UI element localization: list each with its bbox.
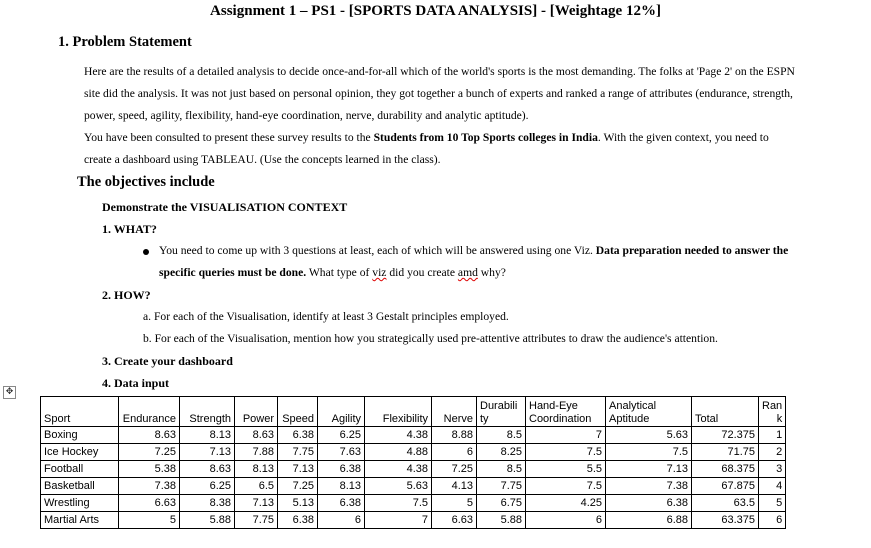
para1-line1: Here are the results of a detailed analysis to decide once-and-for-all which of the world's sports is the most demanding. The folks at 'Page 2' on the ESPN	[84, 65, 795, 78]
column-header: Power	[235, 397, 278, 427]
column-header: Durabili ty	[477, 397, 526, 427]
para2-line2: create a dashboard using TABLEAU. (Use the concepts learned in the class).	[84, 153, 441, 166]
bullet-dot	[143, 249, 149, 255]
table-row	[41, 495, 786, 512]
para1-line2: site did the analysis. It was not just based on personal opinion, they got together a bunch of experts and ranked a range of attributes (endurance, strength,	[84, 87, 793, 100]
table-cell: 7.5	[526, 444, 606, 461]
table-cell: 8.63	[235, 427, 278, 444]
sports-data-table	[40, 396, 786, 529]
table-cell: 7.5	[526, 478, 606, 495]
column-header: Endurance	[119, 397, 180, 427]
table-cell: 6.38	[606, 495, 692, 512]
table-cell: 5.63	[606, 427, 692, 444]
sport-name-cell: Wrestling	[41, 495, 119, 512]
table-cell: 8.38	[180, 495, 235, 512]
table-cell: 7.25	[119, 444, 180, 461]
table-cell: 7.25	[278, 478, 318, 495]
table-cell: 6.5	[235, 478, 278, 495]
table-cell: 7.25	[432, 461, 477, 478]
what-bullet-q2: did you create	[386, 266, 458, 279]
column-header: Agility	[318, 397, 365, 427]
table-cell: 63.375	[692, 512, 759, 529]
sport-name-cell: Boxing	[41, 427, 119, 444]
table-cell: 4.38	[365, 427, 432, 444]
table-cell: 6.38	[278, 427, 318, 444]
how-item-b: b. For each of the Visualisation, mention how you strategically used pre-attentive attributes to draw the audience's attention.	[143, 332, 718, 345]
table-cell: 4.38	[365, 461, 432, 478]
table-header-row	[41, 397, 786, 427]
table-cell: 6.75	[477, 495, 526, 512]
table-cell: 8.25	[477, 444, 526, 461]
table-cell: 4.88	[365, 444, 432, 461]
table-cell: 8.13	[318, 478, 365, 495]
para2-line1	[84, 131, 769, 144]
sport-name-cell: Ice Hockey	[41, 444, 119, 461]
page-title: Assignment 1 – PS1 - [SPORTS DATA ANALYSIS] - [Weightage 12%]	[210, 3, 661, 19]
table-cell: 5	[759, 495, 786, 512]
how-item-a: a. For each of the Visualisation, identify at least 3 Gestalt principles employed.	[143, 310, 509, 323]
table-row	[41, 427, 786, 444]
table-cell: 67.875	[692, 478, 759, 495]
column-header: Nerve	[432, 397, 477, 427]
column-header: Hand-Eye Coordination	[526, 397, 606, 427]
table-cell: 7	[365, 512, 432, 529]
column-header: Sport	[41, 397, 119, 427]
what-heading: 1. WHAT?	[102, 222, 157, 236]
sport-name-cell: Football	[41, 461, 119, 478]
create-dashboard-heading: 3. Create your dashboard	[102, 354, 233, 368]
column-header: Strength	[180, 397, 235, 427]
what-bullet-q3: why?	[477, 266, 506, 279]
column-header: Total	[692, 397, 759, 427]
para2-text: You have been consulted to present these survey results to the	[84, 131, 374, 144]
table-cell: 4.25	[526, 495, 606, 512]
table-cell: 7.75	[235, 512, 278, 529]
table-cell: 5.88	[477, 512, 526, 529]
para1-line3: power, speed, agility, flexibility, hand-eye coordination, nerve, durability and analytic aptitude).	[84, 109, 529, 122]
table-cell: 7.5	[365, 495, 432, 512]
table-cell: 7.75	[278, 444, 318, 461]
table-cell: 6.63	[432, 512, 477, 529]
para2-emphasis: Students from 10 Top Sports colleges in India	[373, 131, 598, 144]
table-cell: 5.5	[526, 461, 606, 478]
spelling-flag-viz: viz	[372, 266, 387, 279]
table-cell: 6.38	[278, 512, 318, 529]
table-cell: 6	[759, 512, 786, 529]
table-cell: 7.13	[235, 495, 278, 512]
table-cell: 5	[432, 495, 477, 512]
table-cell: 5.38	[119, 461, 180, 478]
table-cell: 6.88	[606, 512, 692, 529]
table-cell: 7.38	[119, 478, 180, 495]
table-cell: 5	[119, 512, 180, 529]
table-cell: 71.75	[692, 444, 759, 461]
table-cell: 68.375	[692, 461, 759, 478]
table-row	[41, 444, 786, 461]
table-cell: 7.13	[180, 444, 235, 461]
objectives-heading: The objectives include	[77, 174, 215, 190]
sport-name-cell: Martial Arts	[41, 512, 119, 529]
table-cell: 1	[759, 427, 786, 444]
table-cell: 7.63	[318, 444, 365, 461]
what-bullet-q: What type of	[306, 266, 373, 279]
table-cell: 7.75	[477, 478, 526, 495]
move-handle-icon[interactable]: ✥	[3, 386, 16, 399]
table-cell: 7.5	[606, 444, 692, 461]
table-cell: 7.13	[278, 461, 318, 478]
table-cell: 8.5	[477, 461, 526, 478]
table-cell: 6.38	[318, 495, 365, 512]
table-cell: 8.13	[180, 427, 235, 444]
table-cell: 6	[432, 444, 477, 461]
table-cell: 6	[318, 512, 365, 529]
what-bullet-text: You need to come up with 3 questions at least, each of which will be answered using one Viz.	[159, 244, 596, 257]
context-heading: Demonstrate the VISUALISATION CONTEXT	[102, 200, 348, 214]
column-header: Flexibility	[365, 397, 432, 427]
data-input-heading: 4. Data input	[102, 376, 170, 390]
sport-name-cell: Basketball	[41, 478, 119, 495]
table-cell: 7	[526, 427, 606, 444]
table-cell: 5.63	[365, 478, 432, 495]
table-cell: 4	[759, 478, 786, 495]
table-cell: 6.25	[180, 478, 235, 495]
what-bullet-line1	[159, 244, 788, 257]
table-cell: 6.25	[318, 427, 365, 444]
what-bullet-emphasis-2: specific queries must be done.	[159, 266, 307, 279]
table-cell: 5.88	[180, 512, 235, 529]
what-bullet-emphasis: Data preparation needed to answer the	[595, 244, 789, 257]
para2-text-end: . With the given context, you need to	[597, 131, 769, 144]
table-cell: 6.63	[119, 495, 180, 512]
table-cell: 8.63	[180, 461, 235, 478]
table-cell: 7.13	[606, 461, 692, 478]
table-cell: 72.375	[692, 427, 759, 444]
table-cell: 7.38	[606, 478, 692, 495]
what-bullet-line2	[159, 266, 506, 279]
table-row	[41, 461, 786, 478]
table-row	[41, 512, 786, 529]
column-header: Ran k	[759, 397, 786, 427]
table-cell: 63.5	[692, 495, 759, 512]
table-cell: 3	[759, 461, 786, 478]
table-cell: 2	[759, 444, 786, 461]
column-header: Speed	[278, 397, 318, 427]
table-cell: 8.63	[119, 427, 180, 444]
table-cell: 8.88	[432, 427, 477, 444]
table-cell: 4.13	[432, 478, 477, 495]
table-cell: 8.5	[477, 427, 526, 444]
table-cell: 7.88	[235, 444, 278, 461]
how-heading: 2. HOW?	[102, 288, 151, 302]
problem-statement-heading: 1. Problem Statement	[58, 34, 192, 50]
table-cell: 8.13	[235, 461, 278, 478]
table-cell: 5.13	[278, 495, 318, 512]
table-row	[41, 478, 786, 495]
table-cell: 6	[526, 512, 606, 529]
spelling-flag-amd: amd	[457, 266, 478, 279]
column-header: Analytical Aptitude	[606, 397, 692, 427]
table-cell: 6.38	[318, 461, 365, 478]
